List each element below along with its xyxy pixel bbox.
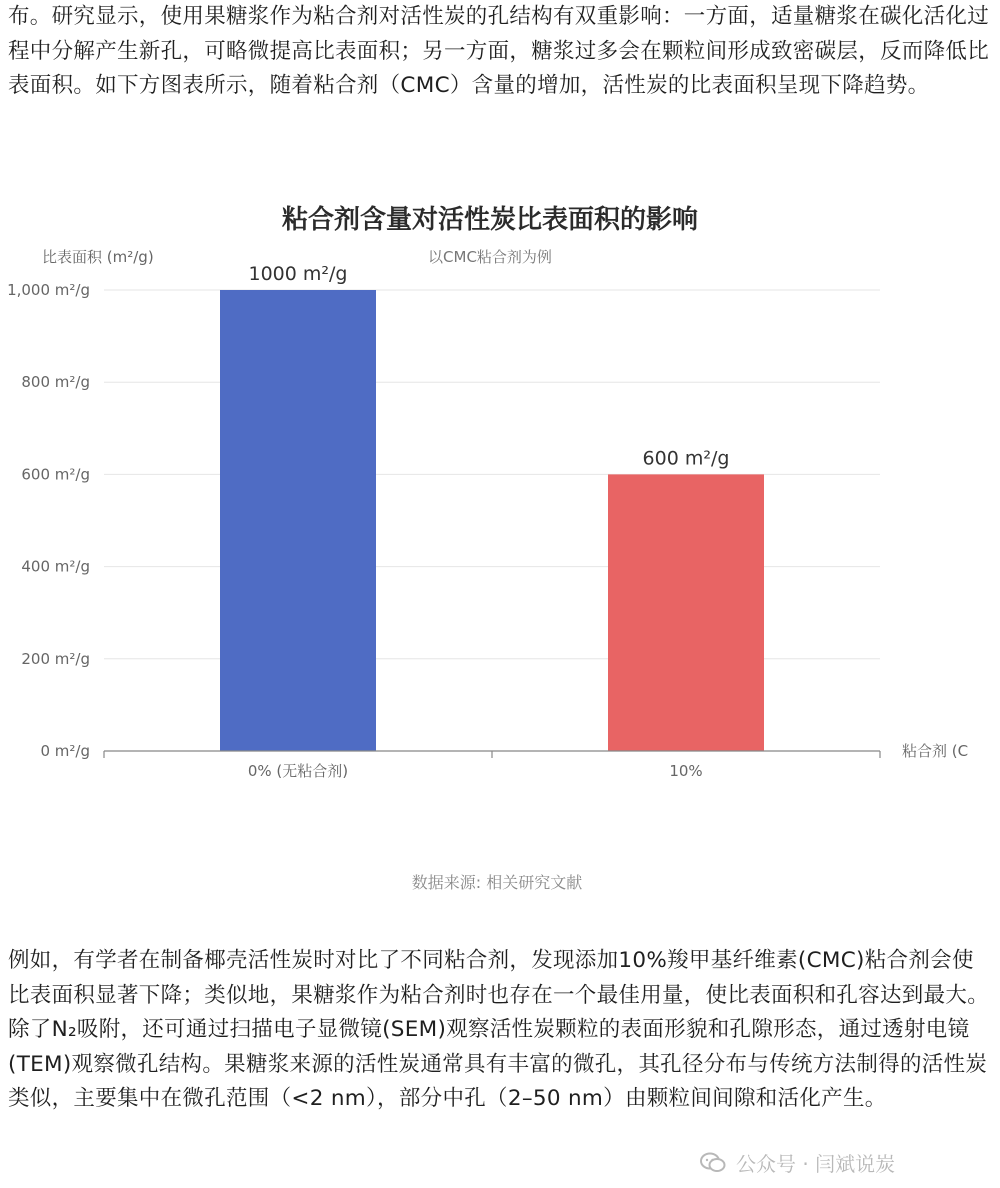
x-tick-label: 0% (无粘合剂) <box>247 762 349 780</box>
y-axis-label: 比表面积 (m²/g) <box>42 248 154 266</box>
y-tick-label: 800 m²/g <box>21 373 90 392</box>
y-tick-label: 1,000 m²/g <box>7 281 90 299</box>
y-tick-label: 600 m²/g <box>21 465 90 484</box>
paragraph-top: 布。研究显示，使用果糖浆作为粘合剂对活性炭的孔结构有双重影响：一方面，适量糖浆在碳化活化过程中分解产生新孔，可略微提高比表面积；另一方面，糖浆过多会在颗粒间形成致密碳层，反而降低比表面积。如下方图表所示，随着粘合剂（CMC）含量的增加，活性炭的比表面积呈现下降趋势。 <box>8 4 990 98</box>
y-axis-ticks <box>7 281 90 760</box>
data-label: 600 m²/g <box>642 447 730 470</box>
paragraph-bottom: 例如，有学者在制备椰壳活性炭时对比了不同粘合剂，发现添加10%羧甲基纤维素(CMC)粘合剂会使比表面积显著下降；类似地，果糖浆作为粘合剂时也存在一个最佳用量，使比表面积和孔容达到最大。除了N₂吸附，还可通过扫描电子显微镜(SEM)观察活性炭颗粒的表面形貌和孔隙形态，通过透射电镜(TEM)观察微孔结构。果糖浆来源的活性炭通常具有丰富的微孔，其孔径分布与传统方法制得的活性炭类似，主要集中在微孔范围（<2 nm），部分中孔（2–50 nm）由颗粒间间隙和活化产生。 <box>8 948 990 1111</box>
y-tick-label: 200 m²/g <box>21 649 90 668</box>
x-tick-label: 10% <box>669 762 703 780</box>
data-source: 数据来源: 相关研究文献 <box>411 873 583 892</box>
bar <box>608 474 764 751</box>
bar <box>220 290 376 751</box>
watermark <box>700 1148 895 1177</box>
watermark-text: 公众号 · 闫斌说炭 <box>736 1152 896 1176</box>
y-tick-label: 0 m²/g <box>40 742 90 760</box>
chart-subtitle: 以CMC粘合剂为例 <box>428 248 552 266</box>
x-axis-label: 粘合剂 (C <box>902 742 969 760</box>
y-tick-label: 400 m²/g <box>21 557 90 576</box>
data-label: 1000 m²/g <box>248 263 348 285</box>
chart-title: 粘合剂含量对活性炭比表面积的影响 <box>281 205 699 235</box>
wechat-icon <box>700 1152 726 1174</box>
bars <box>220 290 764 751</box>
bar-chart <box>0 180 1000 910</box>
x-axis <box>104 751 880 780</box>
